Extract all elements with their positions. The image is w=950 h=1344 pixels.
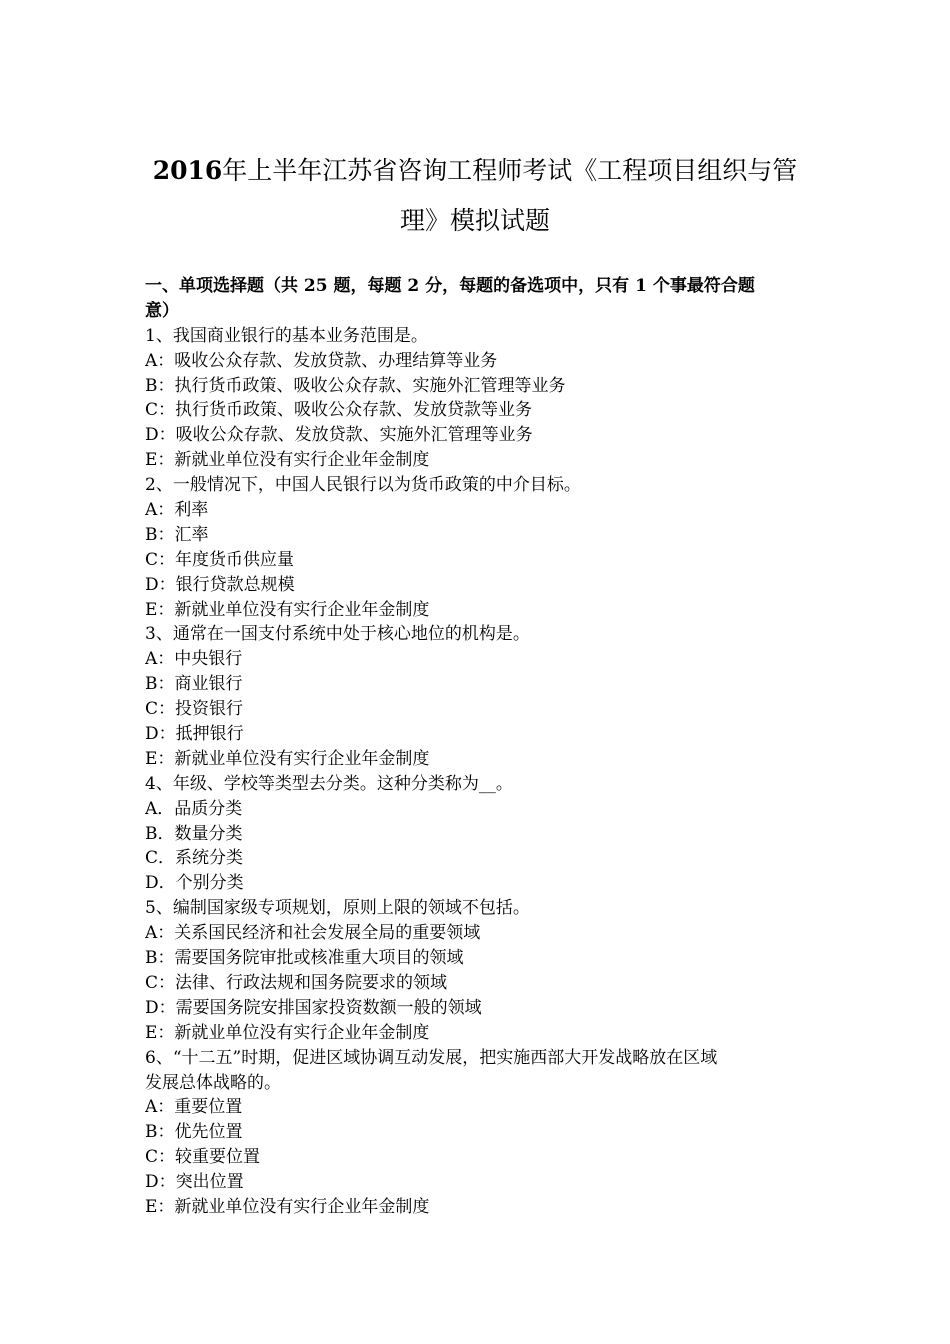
answer-option: D：需要国务院安排国家投资数额一般的领域	[145, 997, 482, 1018]
title-line-1-text: 年上半年江苏省咨询工程师考试《工程项目组织与管	[222, 156, 798, 185]
question-block	[145, 622, 809, 771]
answer-option: E：新就业单位没有实行企业年金制度	[145, 1196, 430, 1217]
answer-option: C：年度货币供应量	[145, 549, 295, 570]
document-title	[145, 146, 805, 246]
question-stem: 2、一般情况下，中国人民银行以为货币政策的中介目标。	[145, 475, 581, 496]
question-block	[145, 896, 809, 1045]
question-list	[145, 324, 809, 1220]
answer-option: C．系统分类	[145, 848, 244, 869]
answer-option: D：吸收公众存款、发放贷款、实施外汇管理等业务	[145, 425, 533, 446]
answer-option: B：商业银行	[145, 674, 243, 695]
document-body	[145, 274, 809, 1220]
answer-option: C：执行货币政策、吸收公众存款、发放贷款等业务	[145, 400, 533, 421]
section-heading-line-2: 意）	[145, 300, 179, 321]
question-stem: 6、“十二五”时期，促进区域协调互动发展，把实施西部大开发战略放在区域	[145, 1047, 718, 1068]
answer-option: D：抵押银行	[145, 724, 244, 745]
answer-option: B：执行货币政策、吸收公众存款、实施外汇管理等业务	[145, 375, 566, 396]
answer-option: A．品质分类	[145, 798, 243, 819]
question-block	[145, 473, 809, 622]
question-block	[145, 1046, 809, 1220]
question-stem: 4、年级、学校等类型去分类。这种分类称为__。	[145, 773, 513, 794]
answer-option: B：汇率	[145, 524, 209, 545]
answer-option: B：需要国务院审批或核准重大项目的领域	[145, 948, 464, 969]
answer-option: B．数量分类	[145, 823, 243, 844]
title-line-2: 理》模拟试题	[399, 206, 550, 235]
title-line-1	[145, 146, 805, 196]
answer-option: D．个别分类	[145, 873, 244, 894]
answer-option: C：法律、行政法规和国务院要求的领域	[145, 972, 448, 993]
answer-option: E：新就业单位没有实行企业年金制度	[145, 748, 430, 769]
answer-option: E：新就业单位没有实行企业年金制度	[145, 1022, 430, 1043]
answer-option: A：利率	[145, 500, 209, 521]
answer-option: A：吸收公众存款、发放贷款、办理结算等业务	[145, 350, 498, 371]
answer-option: A：中央银行	[145, 649, 243, 670]
question-stem: 3、通常在一国支付系统中处于核心地位的机构是。	[145, 624, 530, 645]
answer-option: C：较重要位置	[145, 1147, 261, 1168]
answer-option: B：优先位置	[145, 1122, 243, 1143]
question-block	[145, 772, 809, 896]
answer-option: C：投资银行	[145, 699, 244, 720]
answer-option: E：新就业单位没有实行企业年金制度	[145, 450, 430, 471]
section-heading-line-1: 一、单项选择题（共 25 题，每题 2 分，每题的备选项中，只有 1 个事最符合题	[145, 276, 755, 296]
answer-option: D：突出位置	[145, 1172, 244, 1193]
answer-option: E：新就业单位没有实行企业年金制度	[145, 599, 430, 620]
title-year: 2016	[152, 156, 223, 185]
answer-option: A：重要位置	[145, 1097, 243, 1118]
question-block	[145, 324, 809, 473]
question-stem: 发展总体战略的。	[145, 1072, 281, 1093]
question-stem: 5、编制国家级专项规划，原则上限的领域不包括。	[145, 898, 530, 919]
answer-option: A：关系国民经济和社会发展全局的重要领域	[145, 923, 481, 944]
answer-option: D：银行贷款总规模	[145, 574, 295, 595]
question-stem: 1、我国商业银行的基本业务范围是。	[145, 325, 428, 346]
